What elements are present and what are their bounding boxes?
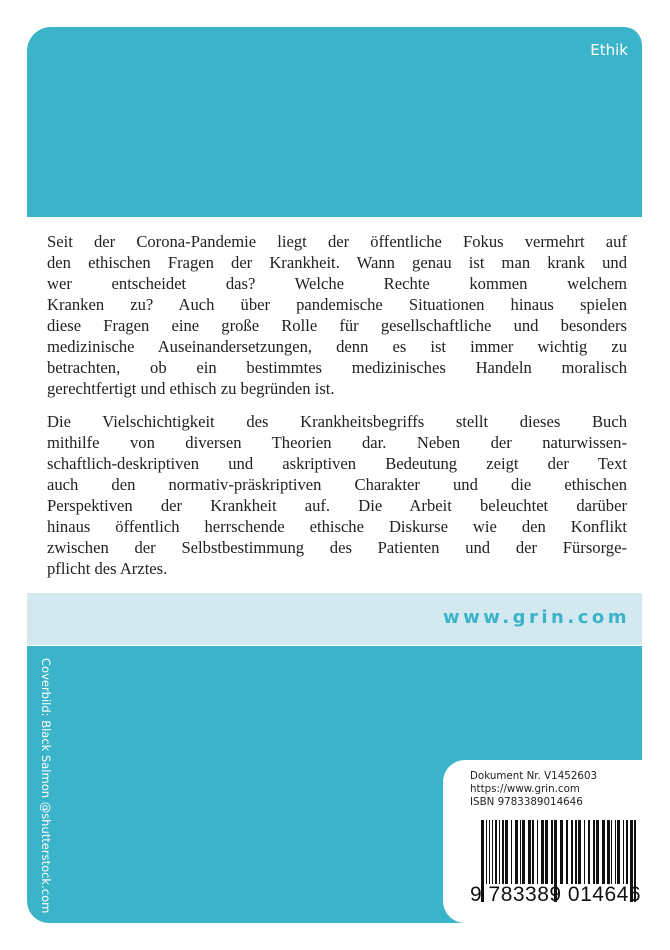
website-band xyxy=(27,593,642,645)
text-line: mithilfe von diversen Theorien dar. Neben der naturwissen- xyxy=(47,433,627,452)
barcode-bar xyxy=(596,820,599,884)
barcode-bar xyxy=(511,820,512,884)
barcode-bar xyxy=(489,820,490,884)
barcode-bar xyxy=(602,820,605,884)
isbn-number: ISBN 9783389014646 xyxy=(470,796,583,808)
paragraph xyxy=(47,411,627,579)
barcode-bar xyxy=(495,820,497,884)
text-line: Perspektiven der Krankheit auf. Die Arbeit beleuchtet darüber xyxy=(47,496,627,515)
barcode-bar xyxy=(575,820,577,884)
barcode-bar xyxy=(537,820,538,884)
header-panel xyxy=(27,27,642,217)
barcode-bar xyxy=(611,820,612,884)
isbn-url: https://www.grin.com xyxy=(470,783,580,795)
barcode-digits: 9 783389 014646 xyxy=(470,883,641,906)
barcode-bar xyxy=(615,820,616,884)
barcode-bar xyxy=(566,820,568,884)
barcode-bar xyxy=(545,820,548,884)
cover-credit: Coverbild: Black Salmon @shutterstock.com xyxy=(39,658,53,914)
barcode-bar xyxy=(522,820,525,884)
barcode-bar xyxy=(499,820,500,884)
text-line: Kranken zu? Auch über pandemische Situationen hinaus spielen xyxy=(47,295,627,314)
barcode-bar xyxy=(571,820,573,884)
blurb-text xyxy=(47,231,627,579)
barcode-bar xyxy=(578,820,581,884)
paragraph xyxy=(47,231,627,399)
barcode-bar xyxy=(593,820,595,884)
barcode-bar xyxy=(486,820,487,884)
barcode-bar xyxy=(551,820,553,884)
text-line: betrachten, ob ein bestimmtes medizinisches Handeln moralisch xyxy=(47,358,627,377)
barcode-bar xyxy=(623,820,624,884)
isbn-box xyxy=(443,760,642,923)
text-line: Die Vielschichtigkeit des Krankheitsbegriffs stellt dieses Buch xyxy=(47,412,627,431)
barcode-bar xyxy=(607,820,610,884)
text-line: gerechtfertigt und ethisch zu begründen ist. xyxy=(47,379,335,398)
document-number: Dokument Nr. V1452603 xyxy=(470,770,598,782)
barcode-bar xyxy=(560,820,563,884)
website-link[interactable]: www.grin.com xyxy=(443,607,630,628)
text-line: diese Fragen eine große Rolle für gesellschaftliche und besonders xyxy=(47,316,627,335)
barcode-bar xyxy=(502,820,504,884)
text-line: wer entscheidet das? Welche Rechte kommen welchem xyxy=(47,274,627,293)
barcode-bar xyxy=(528,820,531,884)
barcode-bar xyxy=(584,820,585,884)
text-line: Seit der Corona-Pandemie liegt der öffentliche Fokus vermehrt auf xyxy=(47,232,627,251)
text-line: medizinische Auseinandersetzungen, denn es ist immer wichtig zu xyxy=(47,337,627,356)
text-line: schaftlich-deskriptiven und askriptiven Bedeutung zeigt der Text xyxy=(47,454,627,473)
barcode-bar xyxy=(588,820,590,884)
barcode-bar xyxy=(492,820,493,884)
category-label: Ethik xyxy=(590,41,628,59)
text-line: pflicht des Arztes. xyxy=(47,559,168,578)
barcode-bar xyxy=(541,820,544,884)
barcode-bar xyxy=(617,820,620,884)
text-line: zwischen der Selbstbestimmung des Patienten und der Fürsorge- xyxy=(47,538,627,557)
text-line: den ethischen Fragen der Krankheit. Wann genau ist man krank und xyxy=(47,253,627,272)
text-line: hinaus öffentlich herrschende ethische Diskurse wie den Konflikt xyxy=(47,517,627,536)
barcode-bar xyxy=(520,820,521,884)
barcode-bar xyxy=(515,820,518,884)
barcode-bar xyxy=(626,820,628,884)
text-line: auch den normativ-präskriptiven Charakter und die ethischen xyxy=(47,475,627,494)
barcode-bar xyxy=(532,820,534,884)
barcode-bar xyxy=(505,820,508,884)
